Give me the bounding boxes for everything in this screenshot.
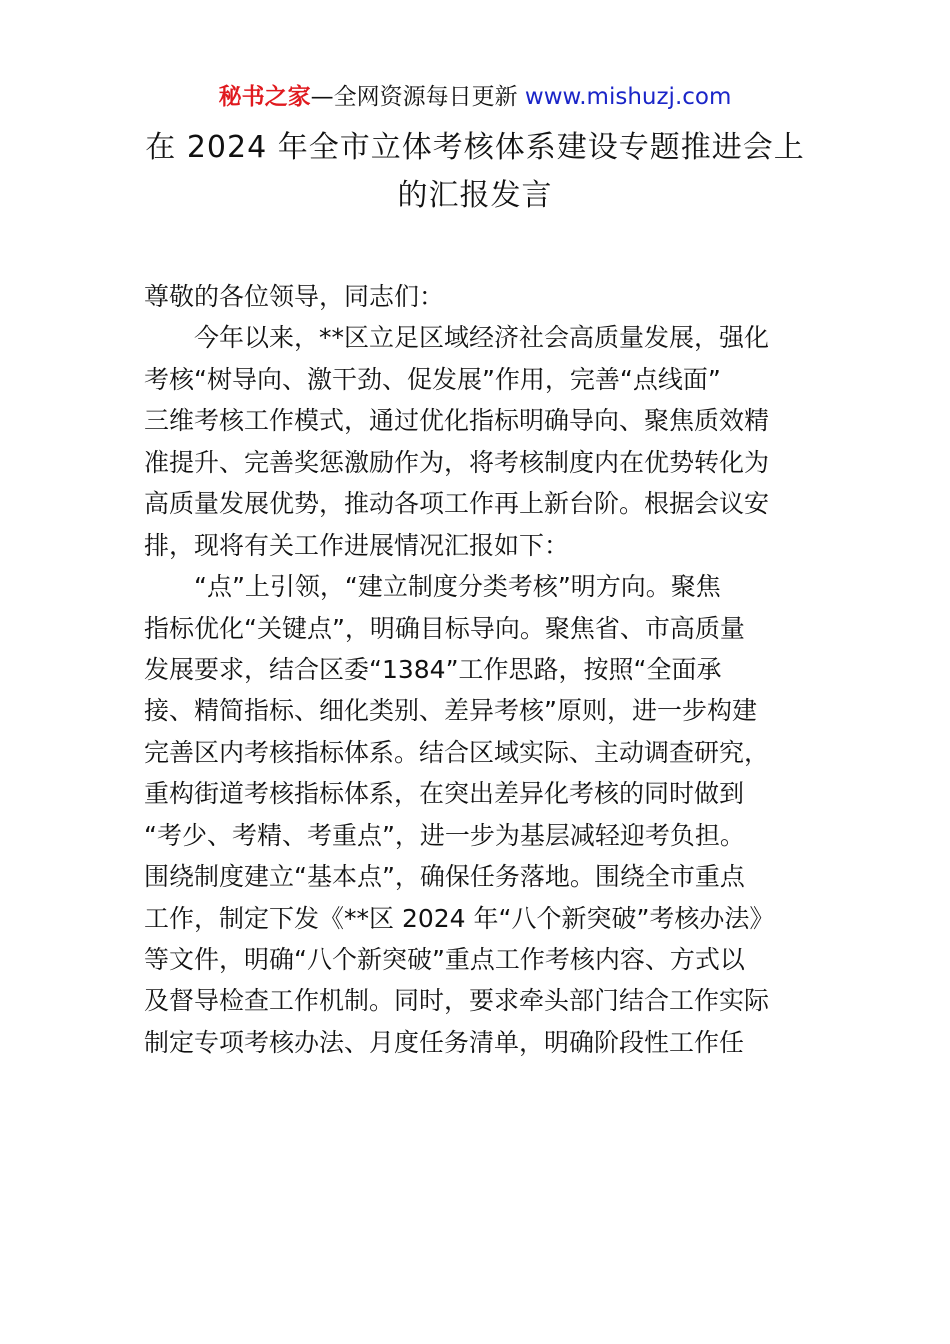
paragraph-line: 及督导检查工作机制。同时，要求牵头部门结合工作实际 [144,986,770,1016]
paragraph-line: 重构街道考核指标体系，在突出差异化考核的同时做到 [144,779,745,809]
paragraph-line: 完善区内考核指标体系。结合区域实际、主动调查研究， [144,737,770,767]
paragraph-line: 高质量发展优势，推动各项工作再上新台阶。根据会议安 [144,489,770,519]
paragraph-line: 考核“树导向、激干劲、促发展”作用，完善“点线面” [144,364,721,394]
paragraph-line: 指标优化“关键点”，明确目标导向。聚焦省、市高质量 [144,613,745,643]
site-header [0,80,950,114]
paragraph-line: 排，现将有关工作进展情况汇报如下： [144,530,570,560]
paragraph-line: 等文件，明确“八个新突破”重点工作考核内容、方式以 [144,945,745,974]
paragraph-line: 今年以来，**区立足区域经济社会高质量发展，强化 [194,323,770,353]
brand-name: 秘书之家 [218,84,311,110]
paragraph-line: 三维考核工作模式，通过优化指标明确导向、聚焦质效精 [144,406,770,436]
document-title [120,124,830,220]
paragraph-line: 准提升、完善奖惩激励作为，将考核制度内在优势转化为 [144,447,770,477]
site-url-link[interactable]: www.mishuzj.com [524,84,732,110]
paragraph-line: “点”上引领，“建立制度分类考核”明方向。聚焦 [194,572,721,602]
paragraph-line: 围绕制度建立“基本点”，确保任务落地。围绕全市重点 [144,862,745,892]
salutation: 尊敬的各位领导，同志们： [144,282,445,311]
paragraph-line: 制定专项考核办法、月度任务清单，明确阶段性工作任 [144,1027,745,1057]
paragraph-line: 工作，制定下发《**区 2024 年“八个新突破”考核办法》 [144,903,775,933]
paragraph-line: 发展要求，结合区委“1384”工作思路，按照“全面承 [144,654,722,684]
paragraph-line: “考少、考精、考重点”，进一步为基层减轻迎考负担。 [144,820,745,850]
paragraph-line: 接、精简指标、细化类别、差异考核”原则，进一步构建 [144,696,757,726]
document-body [144,276,824,1063]
header-tagline: —全网资源每日更新 [310,84,525,110]
title-line: 在 2024 年全市立体考核体系建设专题推进会上 [145,130,805,165]
title-line: 的汇报发言 [397,178,553,213]
